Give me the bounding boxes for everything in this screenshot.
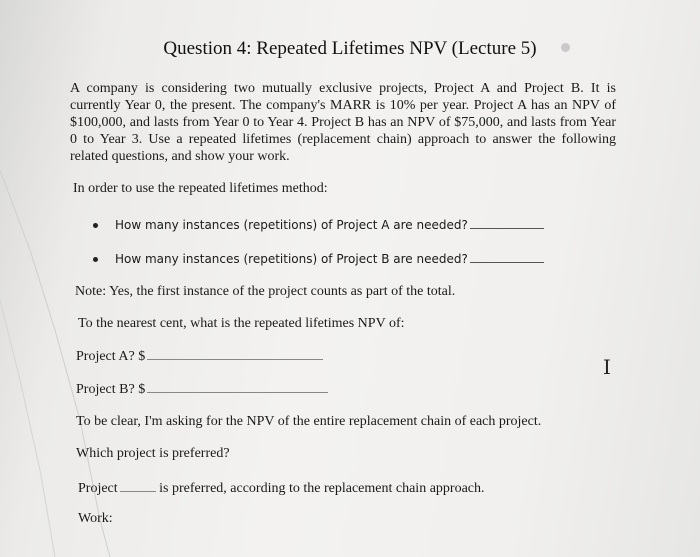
intro-paragraph: A company is considering two mutually exclusive projects, Project A and Project B. It is currently Year 0, the present. The company's MARR is 10% per year. Project A has an NPV of $100,000, and lasts from Year 0 to Year 4. Project B has an NPV of $75,000, and lasts from Year 0 to Year 3. Use a repeated lifetimes (replacement chain) approach to answer the following related questions, and show your work. bbox=[70, 81, 616, 164]
project-b-npv-blank[interactable] bbox=[147, 380, 328, 393]
preferred-suffix: is preferred, according to the replacement chain approach. bbox=[159, 481, 485, 496]
preferred-prefix: Project bbox=[78, 481, 118, 496]
bullet-dot-2 bbox=[93, 257, 98, 262]
method-intro: In order to use the repeated lifetimes method: bbox=[73, 181, 328, 196]
work-label: Work: bbox=[78, 511, 113, 526]
project-a-row bbox=[76, 347, 323, 365]
preferred-question: Which project is preferred? bbox=[76, 446, 230, 461]
text-cursor-icon: I bbox=[603, 355, 611, 379]
project-b-row bbox=[76, 380, 328, 398]
answer-blank-a-instances[interactable] bbox=[470, 216, 544, 229]
project-a-label: Project A? $ bbox=[76, 349, 146, 364]
npv-prompt: To the nearest cent, what is the repeated lifetimes NPV of: bbox=[78, 316, 405, 331]
bullet-question-a-text: How many instances (repetitions) of Project A are needed? bbox=[115, 218, 468, 232]
bullet-question-a bbox=[115, 216, 544, 232]
clarification-text: To be clear, I'm asking for the NPV of the entire replacement chain of each project. bbox=[76, 414, 542, 429]
project-b-label: Project B? $ bbox=[76, 382, 146, 397]
page-title: Question 4: Repeated Lifetimes NPV (Lecture 5) bbox=[163, 38, 537, 59]
note-text: Note: Yes, the first instance of the project counts as part of the total. bbox=[75, 284, 456, 299]
bullet-dot-1 bbox=[93, 223, 98, 228]
preferred-row bbox=[78, 479, 485, 497]
preferred-project-blank[interactable] bbox=[120, 479, 156, 492]
bullet-question-b bbox=[115, 250, 544, 266]
project-a-npv-blank[interactable] bbox=[147, 347, 323, 360]
bullet-question-b-text: How many instances (repetitions) of Project B are needed? bbox=[115, 252, 468, 266]
answer-blank-b-instances[interactable] bbox=[470, 250, 544, 263]
